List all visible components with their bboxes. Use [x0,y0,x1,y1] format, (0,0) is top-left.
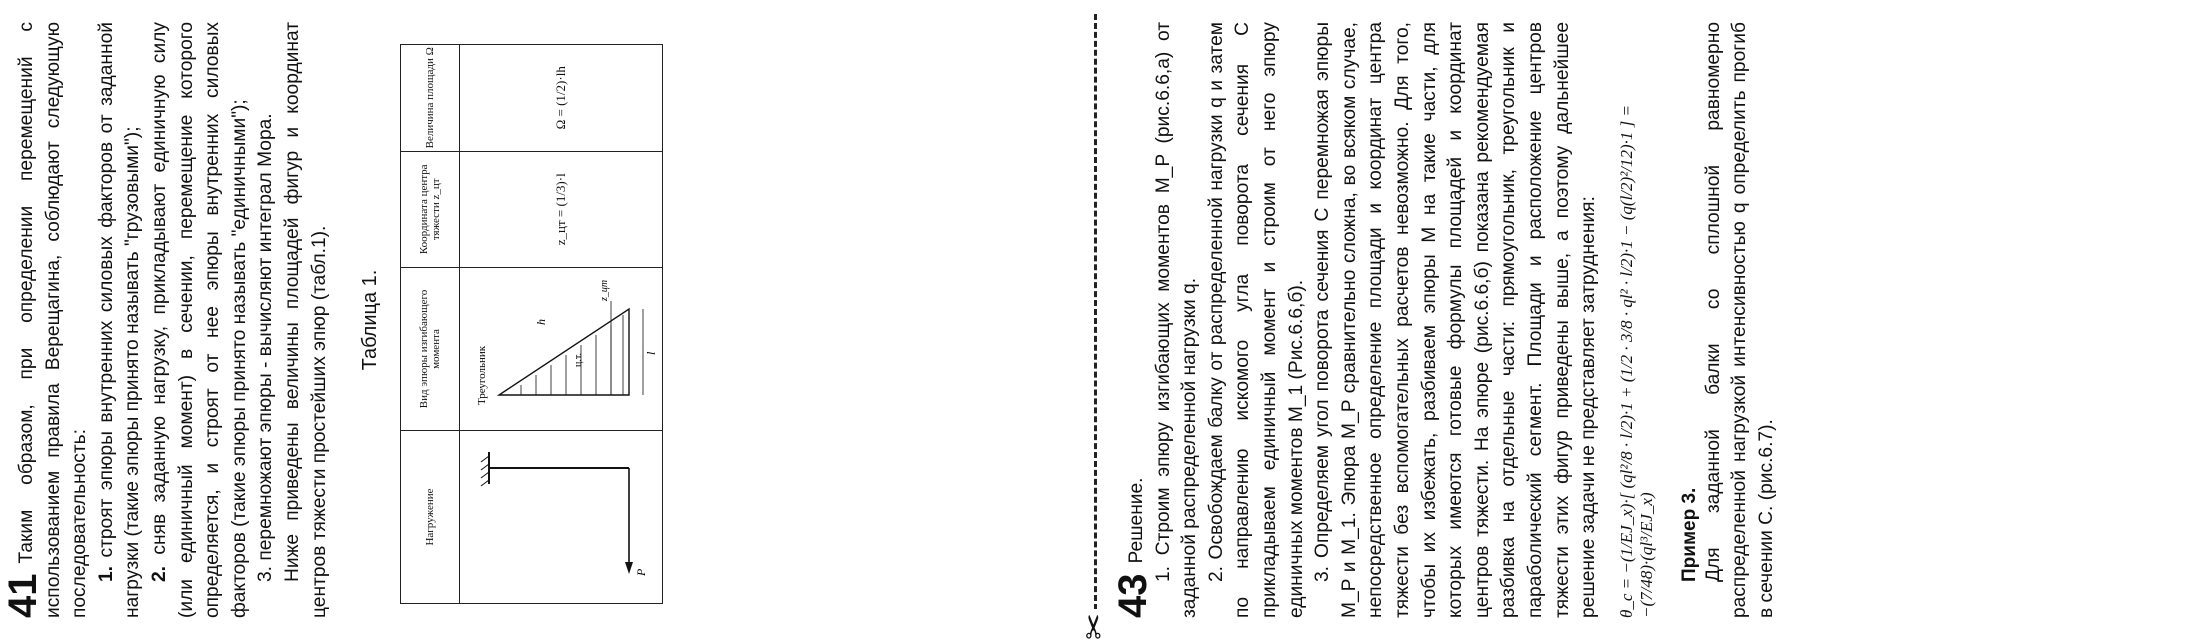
dashed-line [1094,14,1097,610]
step-1 [94,22,147,618]
solution-step-1: 1. Строим эпюру изгибающих моментов М_P (рис.6.6,а) от заданной распределенной нагрузки q. [1152,22,1201,618]
height-label: h [534,319,549,325]
cell-coordinate: z_цт = (1/3)·l [460,151,663,267]
example-title: Пример 3. [1678,487,1700,582]
step-3 [253,22,280,618]
shape-label: Треугольник [476,345,489,405]
page-43 [1111,22,1780,618]
step-3-text: перемножают эпюры - вычисляют интеграл Мора. [255,113,277,561]
solution-step-2: 2. Освобождаем балку от распределенной нагрузки q и затем по направлению искомого угла поворота сечения С прикладываем единичный момент и строим от него эпюру единичных моментов M_1 (Рис.6.6,б). [1205,22,1307,618]
page-number: 41 [1,573,45,618]
header-diagram: Вид эпюры изгибающего момента [401,268,460,431]
wall-support [481,452,489,486]
below-text: Ниже приведены величины площадей фигур и координат центров тяжести простейших эпюр (табл.1). [281,22,330,618]
rotation-formula: θ_c = −(1/EJ_x)·[ (ql²/8 · l/2)·1 + (1/2 · 3/8 · ql² · l/2)·1 − (q(l/2)²/12)·1 ] = −(7/48)·(ql³/EJ_x) [1616,104,1656,618]
scissors-icon: ✂ [1077,609,1111,640]
step-2 [147,22,253,618]
solution-step-3: 3. Определяем угол поворота сечения С перемножая эпюры M_P и M_1. Эпюра M_P сравнительно сложна, во всяком случае, непосредственное определение площади и координат центра тяжести без вспомогательных расчетов невозможно. Для того, чтобы их избежать, разбиваем эпюры М на такие части, для которых имеются готовые формулы площадей и координат центров тяжести. На эпюре (рис.6.6,б) показана рекомендуемая разбивка на отдельные части: прямоугольник, треугольник и параболический сегмент. Площади и расположение центров тяжести этих фигур приведены выше, а поэтому дальнейшее решение задачи не представляет затруднения: [1312,22,1600,618]
cell-diagram [460,268,663,431]
cantilever-diagram [461,432,657,602]
page-41 [1,22,663,618]
example-text: Для заданной балки со сплошной равномерно распределенной нагрузкой интенсивностью q определить прогиб в сечении С. (рис.6.7). [1702,22,1777,618]
header-loading: Нагружение [401,431,460,604]
step-1-text: строят эпюры внутренних силовых факторов от заданной нагрузки (такие эпюры принято называть "грузовыми"); [95,22,144,618]
table-row-triangle [460,45,663,604]
page-number-43: 43 [1111,573,1155,618]
cell-loading [460,431,663,604]
length-label: l [644,351,658,355]
cell-area: Ω = (1/2)·lh [460,45,663,152]
reference-table [400,44,663,604]
table-header-row [401,45,460,604]
step-2-number: 2. [148,565,170,582]
force-label: P [634,568,649,576]
intro-paragraph [1,22,94,618]
step-2-text: сняв заданную нагрузку, прикладывают единичную силу (или единичный момент) в сечении, перемещение которого определяется, и строят от нее эпюры внутренних силовых факторов (такие эпюры принято называть "единичными"); [148,22,250,618]
intro-text: Таким образом, при определении перемещений с использованием правила Верещагина, соблюдают следующую последовательность: [16,22,91,618]
solution-heading [1111,22,1155,618]
table-caption: Таблица 1. [359,269,382,371]
header-area: Величина площади Ω [401,45,460,152]
force-arrowhead [625,562,633,574]
step-1-number: 1. [95,565,117,582]
triangle-shape [499,309,629,395]
z-dimension-label: z_цт [599,279,611,301]
triangle-diagram [461,269,657,429]
step-3-number: 3. [255,565,277,582]
cut-line [1075,0,1115,640]
header-coordinate: Координата центра тяжести z_цт [401,151,460,267]
solution-title: Решение. [1126,477,1147,564]
centroid-label: ц.т. [573,353,585,367]
